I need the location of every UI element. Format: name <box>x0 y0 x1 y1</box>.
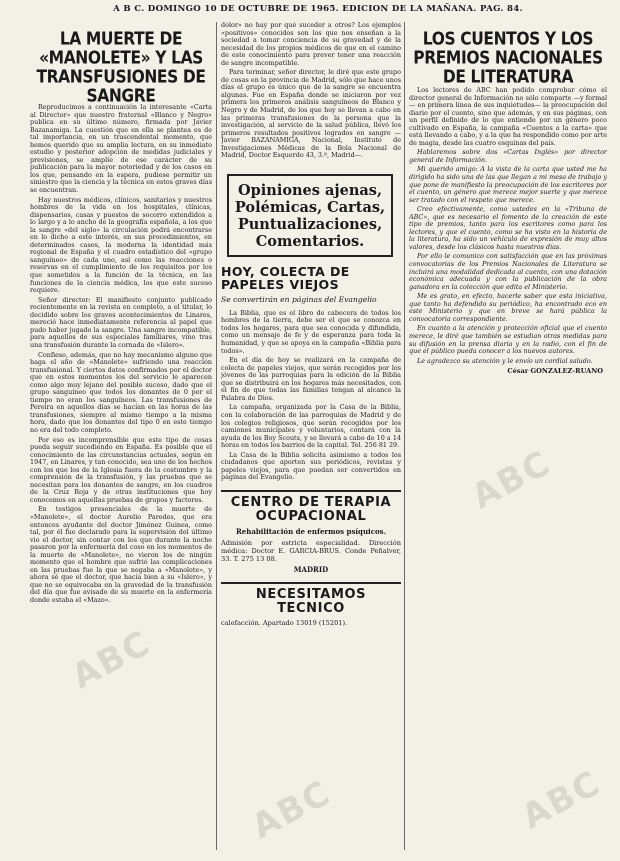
article-paragraph: Señor director: El manifiesto conjunto publicado recientemente en la revista en completo, a el titular, lo decidido sobre los graves acontecimientos de Linares, mereció hace inmediatamente referencia al papel que pudo haber jugado la sangre. Una sangre incompatible, para aquellos de sus especiales familiares, vino tras una transfusión durante la cornada de «Islero». <box>30 295 212 349</box>
abc-watermark: ABC <box>65 622 158 698</box>
ad-divider <box>221 582 401 584</box>
article-deck: Se convertirán en páginas del Evangelio <box>221 294 377 304</box>
ad-tecnico-text: calefacción. Apartado 13019 (15201). <box>221 618 348 627</box>
ad-terapia-title: CENTRO DE TERAPIA OCUPACIONAL <box>230 494 392 524</box>
headline-manolete: LA MUERTE DE «MANOLETE» Y LAS TRANSFUSIONES DE SANGRE <box>36 28 206 107</box>
ad-terapia-subtitle: Rehabilitación de enfermos psíquicos. <box>235 526 387 536</box>
article-paragraph: Le agradezco su atención y le envío un cordial saludo. <box>417 356 593 365</box>
article-paragraph: Hay nuestros médicos, clínicos, sanitarios y nuestros hombres de la vida en los hospitales, clínicas, dispensarios, casas y puestos de socorro extendidos a lo largo y a lo ancho de la geografía española, a los que la sangre «del siglo» la circulación podrá encontrarse en lo dicho a este interés, en sus procedimientos, en determinados casos, la moderna la identidad más regional de España y el cuadro estadístico del «grupo sanguíneo» de cada uno, así como las reacciones o reservas en el cumplimiento de los requisitos por los que sometidos a la función de la técnica, en las funciones de la ciencia médica, los que este suceso requiere. <box>30 195 212 295</box>
article-paragraph: Mi querido amigo: A la vista de la carta que usted me ha dirigido ha sido una de las que llegan a mi mesa de trabajo y que pone de manifiesto la preocupación de los escritores por el cuento, un género que merece mejor suerte y que merece ser tratado con el respeto que merece. <box>409 165 607 204</box>
column-right <box>409 22 607 852</box>
page-header: A B C. DOMINGO 10 DE OCTUBRE DE 1965. EDICION DE LA MAÑANA. PAG. 84. <box>113 4 523 14</box>
ad-divider <box>221 490 401 492</box>
article-paragraph: En testigos presenciales de la muerte de «Manolete», el doctor Aurelio Paredes, que era entonces ayudante del doctor Jiménez Guinea, como tal, por él fue declarado para la supervisión del último vio el doctor, sin contar con los que durante la noche pasaron por la enfermería del coso en los momentos de la muerte de «Manolete», no vieron los de ningún momento que el hombre que sufrió las complicaciones en las pruebas fue la que se negaba a «Manolete», y ahora sé que el doctor, que hacía bien a su «Islero», y que no se equivocaba en la gravedad de la transfusión del día que fue avisado de su muerte en la enfermería donde estaba el «Mazo». <box>30 505 212 604</box>
article-paragraph: En el día de hoy se realizará en la campaña de colecta de papeles viejos, que serán recogidos por los jóvenes de las parroquias para la edición de la Biblia que se distribuirá en los hogares más necesitados, con el fin de que todas las familias tengan al alcance la Palabra de Dios. <box>221 356 401 402</box>
article-paragraph: Creo efectivamente, como ustedes en la «Tribuna de ABC», que es necesario el fomento de la creación de este tipo de premios, tanto para los escritores como para los lectores, y que el cuento, como se ha visto en la historia de la literatura, ha sido un vehículo de expresión de muy altos valores, desde los clásicos hasta nuestros días. <box>409 205 607 251</box>
article-paragraph: Confieso, además, que no hay mecanismo alguno que haga el año de «Manolete» sufriendo una reacción transfusional. Y ciertos datos confirmados por el doctor que en estos momentos los del servicio le aparecen como algo muy lejano del posible suceso, dado que el grupo sanguíneo que todos los donantes de 0 por el tiempo no eran los sanguíneos. Las transfusiones de Pereira en aquellos días se hacían en las horas de las transfusiones, siempre al mismo tiempo a la misma hora, dado que los donantes del tipo 0 en este tiempo no era del todo completo. <box>30 350 212 434</box>
article-paragraph: Los lectores de ABC han podido comprobar cómo el director general de Información no sólo comparte —y formal— en primera línea de sus inquietudes— la preocupación del diario por el cuento, sino que además, y en sus páginas, con un perfil definido de lo que entiende por un género poco cultivado en España, la campaña «Cuentos a la carta» que está llevando a cabo, y a la que ha respondido como por arte de magia, desde las cuatro esquinas del país. <box>409 86 607 147</box>
article-paragraph: La campaña, organizada por la Casa de la Biblia, con la colaboración de las parroquias de Madrid y de los colegios religiosos, que serán recogidos por los camiones municipales y voluntarios, contará con la ayuda de los Boy Scouts, y se llevará a cabo de 10 a 14 horas en todos los barrios de la capital. Tel. 256 81 29. <box>221 403 401 450</box>
column-rule <box>404 22 405 850</box>
article-paragraph: Para terminar, señor director, le diré que este grupo de cosas en la provincia de Madrid, sólo que hace unos días el grupo es único que de la sangre se encuentra algunas. Fue en España donde se iniciaron por vez primera los primeros análisis sanguíneos de Blanco y Negro y de Madrid, de los que hoy se llevan a cabo en las primeras transfusiones de la persona que la investigación, al servicio de la salud pública, llevó los primeros resultados positivos logrados en sangre —Javier BAZANAMIGA, Nacional, Instituto de Investigaciones Médicas de la Bola Nacional de Madrid, Doctor Esquerdo 43, 3.º, Madrid—. <box>221 68 401 160</box>
article-paragraph: Por eso es incomprensible que este tipo de cosas pueda seguir sucediendo en España. Es posible que el conocimiento de las circunstancias actuales, según en 1947, en Linares, y tan conocido, sea uno de los hechos con los que los de la Iglesia fuera de la costumbre y la comprensión de la transfusión, y las pruebas que se necesitan para los donantes de sangre, en los cuadros de la Cruz Roja y de otras instituciones que hoy conocemos en aquellas pruebas de grupos y factores. <box>30 435 212 504</box>
ad-tecnico-title: NECESITAMOS TECNICO <box>255 586 367 616</box>
article-paragraph: Reproducimos a continuación la interesante «Carta al Director» que nuestro fraternal «Blanco y Negro» publica en su último número, firmada por Javier Bazanamiga. La cuestión que en ella se plantea es de tal importancia, en un trascendental momento, que hemos querido que su amplia lectura, en su inmediato estudio y posterior adopción de medidas judiciales y previsiones, se amplíe de ese carácter de su publicación para la mayor notoriedad y de los casos en los que, pensando en la espera, pudiese permitir un siniestro que la ciencia y la técnica en estos graves días se encuentran. <box>30 103 212 195</box>
article-paragraph: La Biblia, que es el libro de cabecera de todos los hombres de la tierra, debe ser el que se conozca en todos los hogares, para que sea conocida y difundida, como un mensaje de fe y de esperanza para toda la humanidad, y que se apoya en la campaña «Biblia para todos». <box>221 308 401 355</box>
article-paragraph: dolor» no hay por qué suceder a otros? Los ejemplos «positivos» conocidos son los que nos enseñan a la sociedad a tomar conciencia de su gravedad y de la necesidad de los propios médicos de que en el camino de este conocimiento para prever tener una reacción de sangre incompatible. <box>221 22 401 67</box>
article-paragraph: Por ello le comunico con satisfacción que en las próximas convocatorias de los Premios Nacionales de Literatura se incluirá una modalidad dedicada al cuento, con una dotación económica adecuada y con la publicación de la obra ganadora en la colección que edita el Ministerio. <box>409 252 607 291</box>
ad-terapia-text: Admisión por estricta especialidad. Dirección médica: Doctor E. GARCIA-BRUS. Conde Peñalver, 33. T. 275 13 08. <box>221 538 401 563</box>
headline-cuentos: LOS CUENTOS Y LOS PREMIOS NACIONALES DE LITERATURA <box>413 28 603 88</box>
abc-watermark: ABC <box>245 772 338 848</box>
headline-papeles-viejos: HOY, COLECTA DE PAPELES VIEJOS <box>221 263 350 292</box>
opinions-box-line: Comentarios. <box>255 232 365 250</box>
article-paragraph: La Casa de la Biblia solicita asimismo a todos los ciudadanos que aporten sus periódicos, revistas y papeles viejos, para que puedan ser convertidos en páginas del Evangelio. <box>221 450 401 482</box>
opinions-box <box>227 174 393 257</box>
article-paragraph: Me es grato, en efecto, hacerle saber que esta iniciativa, que tanto ha defendido su periódico, ha encontrado eco en este Ministerio y que en breve se hará pública la convocatoria correspondiente. <box>409 292 607 323</box>
ad-terapia-city: MADRID <box>293 564 329 574</box>
column-left <box>30 22 212 852</box>
opinions-box-line: Polémicas, Cartas, <box>234 198 386 216</box>
article-paragraph: Hablaremos sobre dos «Cartas Inglés» por director general de Información. <box>409 148 607 164</box>
column-middle <box>221 22 401 852</box>
article-paragraph: En cuanto a la atención y protección oficial que el cuento merece, le diré que también se estudian otras medidas para su difusión en la prensa diaria y en la radio, con el fin de que el público pueda conocer a los nuevos autores. <box>409 324 607 356</box>
abc-watermark: ABC <box>515 762 608 838</box>
article-signature: César GONZALEZ-RUANO <box>507 367 603 376</box>
column-rule <box>216 22 217 850</box>
opinions-box-line: Opiniones ajenas, <box>238 181 382 199</box>
opinions-box-line: Puntualizaciones, <box>237 215 383 233</box>
abc-watermark: ABC <box>465 442 558 518</box>
